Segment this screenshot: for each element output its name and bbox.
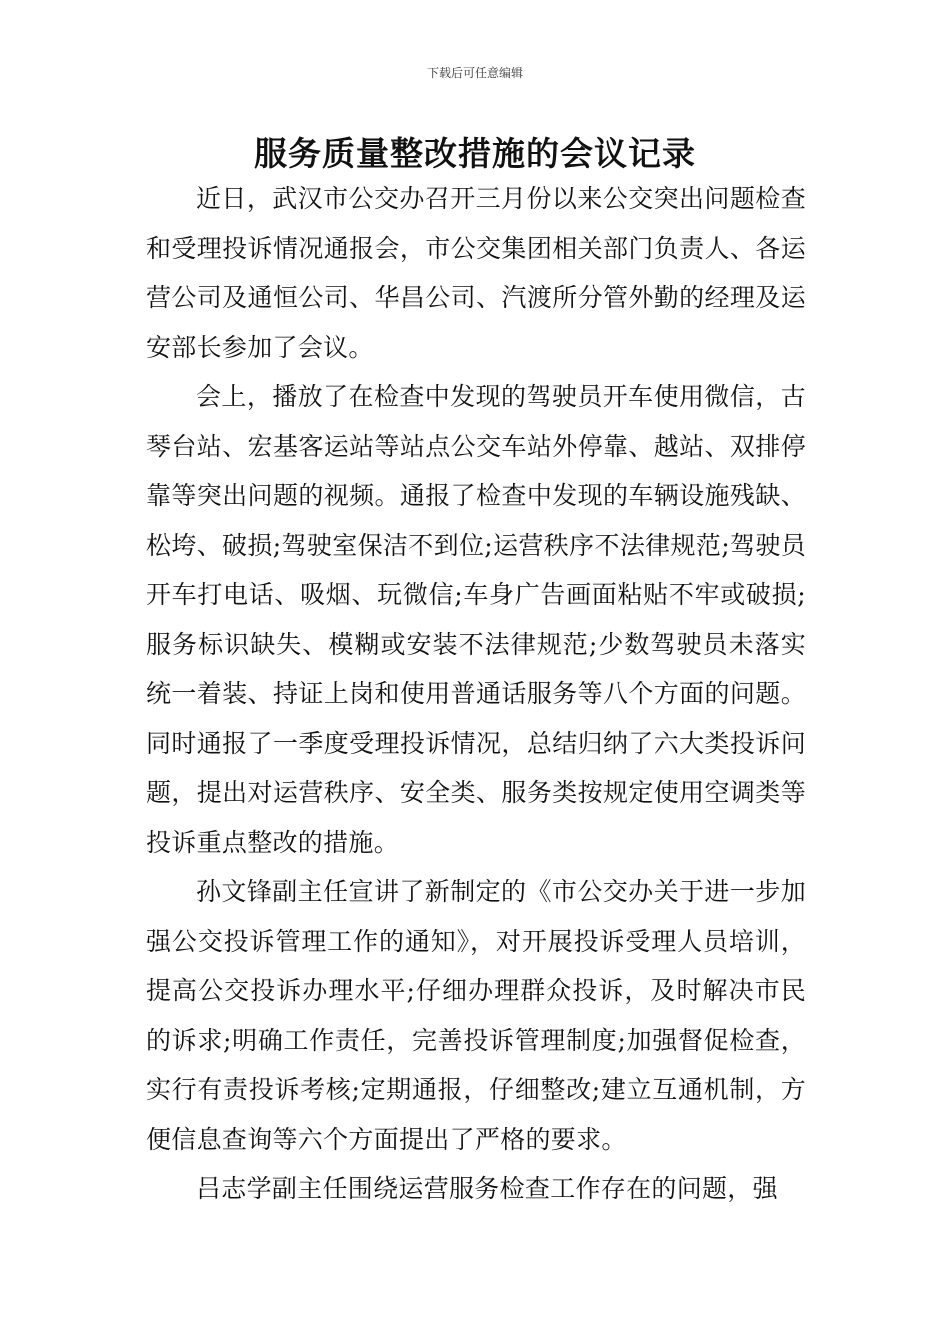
document-title: 服务质量整改措施的会议记录 <box>254 134 696 173</box>
document-body <box>146 174 806 1214</box>
paragraph: 孙文锋副主任宣讲了新制定的《市公交办关于进一步加强公交投诉管理工作的通知》，对开展投诉受理人员培训，提高公交投诉办理水平;仔细办理群众投诉，及时解决市民的诉求;明确工作责任，完善投诉管理制度;加强督促检查，实行有责投诉考核;定期通报，仔细整改;建立互通机制，方便信息查询等六个方面提出了严格的要求。 <box>146 877 806 1154</box>
paragraph: 会上，播放了在检查中发现的驾驶员开车使用微信，古琴台站、宏基客运站等站点公交车站外停靠、越站、双排停靠等突出问题的视频。通报了检查中发现的车辆设施残缺、松垮、破损;驾驶室保洁不到位;运营秩序不法律规范;驾驶员开车打电话、吸烟、玩微信;车身广告画面粘贴不牢或破损;服务标识缺失、模糊或安装不法律规范;少数驾驶员未落实统一着装、持证上岗和使用普通话服务等八个方面的问题。同时通报了一季度受理投诉情况，总结归纳了六大类投诉问题，提出对运营秩序、安全类、服务类按规定使用空调类等投诉重点整改的措施。 <box>146 382 806 857</box>
paragraph: 吕志学副主任围绕运营服务检查工作存在的问题，强 <box>196 1174 778 1203</box>
paragraph: 近日，武汉市公交办召开三月份以来公交突出问题检查和受理投诉情况通报会，市公交集团相关部门负责人、各运营公司及通恒公司、华昌公司、汽渡所分管外勤的经理及运安部长参加了会议。 <box>146 184 806 362</box>
header-note: 下载后可任意编辑 <box>426 66 523 80</box>
